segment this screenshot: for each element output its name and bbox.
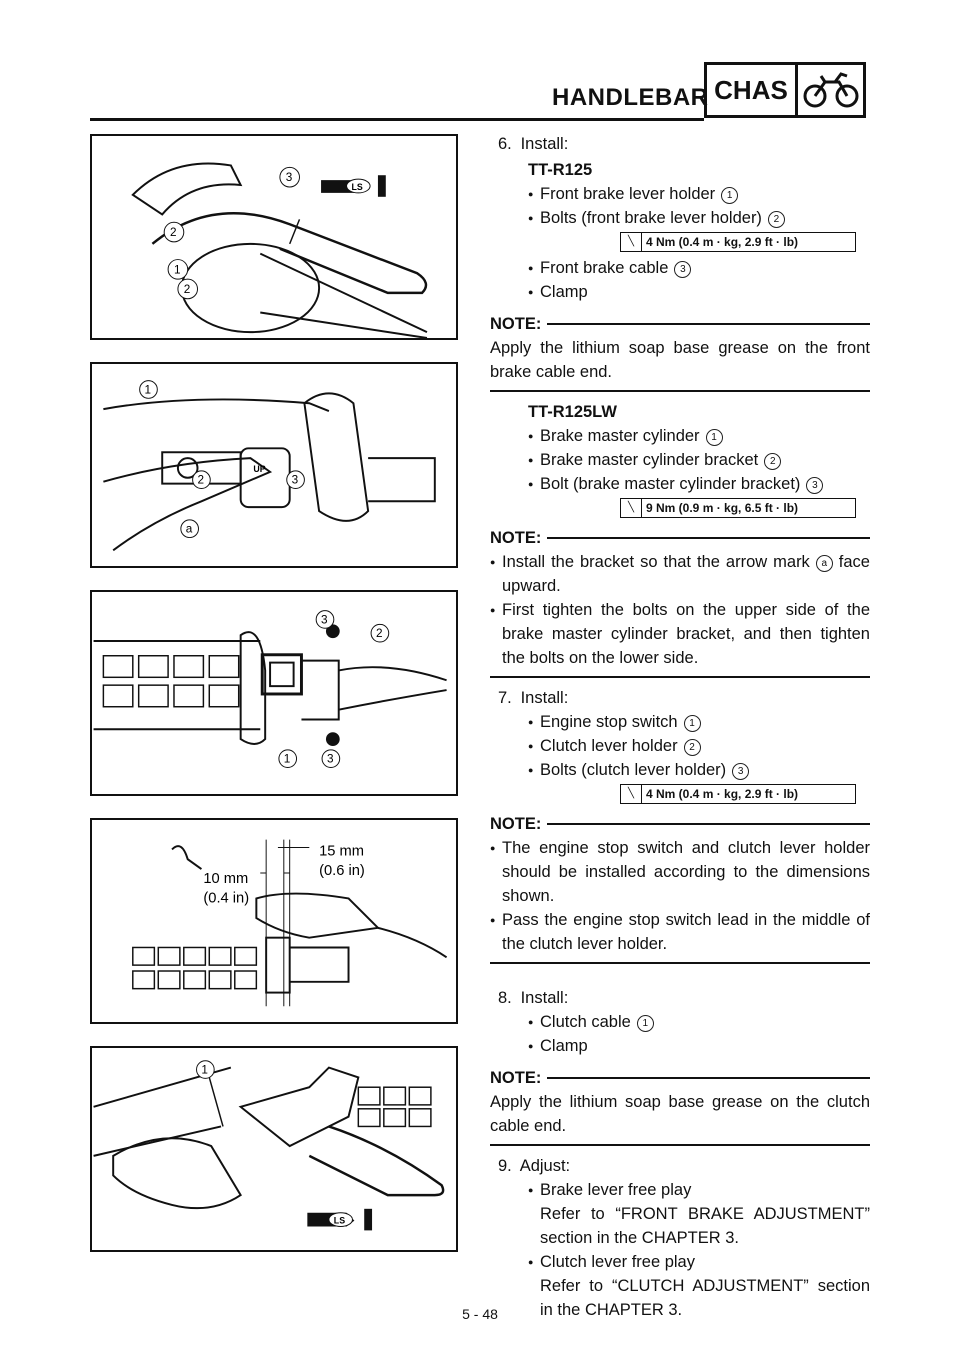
item-text: Brake lever free play xyxy=(540,1181,692,1199)
torque-spec xyxy=(620,498,856,518)
callout-number: 3 xyxy=(674,261,691,278)
torque-spec xyxy=(620,784,856,804)
callout-number: 1 xyxy=(637,1015,654,1032)
up-mark: UP xyxy=(253,463,266,474)
callout-number: 1 xyxy=(706,429,723,446)
item-text: Bolts (clutch lever holder) xyxy=(540,761,727,779)
dimension-10mm: 10 mm xyxy=(203,870,249,887)
dimension-10mm-in: (0.4 in) xyxy=(203,890,250,907)
note-text: ● Pass the engine stop switch lead in the middle of the clutch lever holder. xyxy=(490,908,870,956)
wrench-icon: ╲ xyxy=(621,785,642,803)
torque-value: 4 Nm (0.4 m · kg, 2.9 ft · lb) xyxy=(646,235,799,249)
callout-a: a xyxy=(185,522,193,536)
figure-clutch-cable xyxy=(90,1046,458,1252)
header-rule xyxy=(90,118,704,121)
step-title: Install: xyxy=(520,135,569,153)
callout-number: 2 xyxy=(764,453,781,470)
callout-1: 1 xyxy=(144,383,152,397)
callout-1: 1 xyxy=(201,1063,208,1077)
callout-2b: 2 xyxy=(183,282,191,296)
step-number: 9. xyxy=(498,1157,512,1175)
figure-front-brake-lever xyxy=(90,134,458,340)
callout-3b: 3 xyxy=(326,752,334,766)
page-title: HANDLEBAR xyxy=(552,84,709,111)
step-title: Install: xyxy=(520,689,569,707)
callout-2: 2 xyxy=(197,473,205,487)
item-text: Front brake lever holder xyxy=(540,185,716,203)
content-column xyxy=(490,128,870,1322)
callout-number: 3 xyxy=(806,477,823,494)
section-badge xyxy=(704,62,866,118)
callout-number: 1 xyxy=(684,715,701,732)
item-text: Engine stop switch xyxy=(540,713,678,731)
ls-badge: LS xyxy=(333,1215,346,1226)
item-text: Bolt (brake master cylinder bracket) xyxy=(540,475,801,493)
note-text: Apply the lithium soap base grease on the front brake cable end. xyxy=(490,339,870,381)
callout-2: 2 xyxy=(375,627,383,641)
model-label: TT-R125 xyxy=(528,161,593,179)
dimension-15mm-in: (0.6 in) xyxy=(319,862,365,879)
callout-2: 2 xyxy=(170,226,177,240)
item-text: Clutch lever holder xyxy=(540,737,678,755)
page-number: 5 - 48 xyxy=(462,1306,498,1322)
callout-1: 1 xyxy=(283,752,291,766)
callout-number: 1 xyxy=(721,187,738,204)
figure-dimensions xyxy=(90,818,458,1024)
item-text: Brake master cylinder xyxy=(540,427,700,445)
torque-spec xyxy=(620,232,856,252)
callout-number: 2 xyxy=(684,739,701,756)
note-text: Apply the lithium soap base grease on the clutch cable end. xyxy=(490,1093,870,1135)
item-text: Clutch cable xyxy=(540,1013,631,1031)
section-label: CHAS xyxy=(707,65,798,115)
step-number: 8. xyxy=(498,989,512,1007)
reference-text: Refer to “CLUTCH ADJUSTMENT” section in the CHAPTER 3. xyxy=(540,1277,870,1319)
item-text: Clutch lever free play xyxy=(540,1253,695,1271)
note-text: ● First tighten the bolts on the upper side of the brake master cylinder bracket, and then tighten the bolts on the lower side. xyxy=(490,598,870,670)
reference-text: Refer to “FRONT BRAKE ADJUSTMENT” section in the CHAPTER 3. xyxy=(540,1205,870,1247)
wrench-icon: ╲ xyxy=(621,233,642,251)
callout-number: 3 xyxy=(732,763,749,780)
note-text: ● Install the bracket so that the arrow mark a face upward. xyxy=(490,550,870,598)
item-text: Bolts (front brake lever holder) xyxy=(540,209,762,227)
item-text: Front brake cable xyxy=(540,259,669,277)
wrench-icon: ╲ xyxy=(621,499,642,517)
note-heading: NOTE: xyxy=(490,1066,870,1090)
step-number: 7. xyxy=(498,689,512,707)
callout-3: 3 xyxy=(285,171,293,185)
callout-1: 1 xyxy=(173,263,181,277)
callout-3: 3 xyxy=(291,473,299,487)
motorcycle-icon xyxy=(798,65,863,115)
callout-3: 3 xyxy=(321,613,328,627)
item-text: Clamp xyxy=(540,1037,588,1055)
note-heading: NOTE: xyxy=(490,312,870,336)
dimension-15mm: 15 mm xyxy=(319,843,364,860)
callout-number: 2 xyxy=(768,211,785,228)
figure-engine-stop-switch xyxy=(90,590,458,796)
note-heading: NOTE: xyxy=(490,526,870,550)
torque-value: 4 Nm (0.4 m · kg, 2.9 ft · lb) xyxy=(646,787,799,801)
item-text: Clamp xyxy=(540,283,588,301)
model-label: TT-R125LW xyxy=(528,403,617,421)
figure-master-cylinder xyxy=(90,362,458,568)
item-text: Brake master cylinder bracket xyxy=(540,451,759,469)
note-text: ● The engine stop switch and clutch lever holder should be installed according to the dimensions shown. xyxy=(490,836,870,908)
step-title: Adjust: xyxy=(519,1157,571,1175)
step-number: 6. xyxy=(498,135,512,153)
note-heading: NOTE: xyxy=(490,812,870,836)
torque-value: 9 Nm (0.9 m · kg, 6.5 ft · lb) xyxy=(646,501,799,515)
step-title: Install: xyxy=(520,989,569,1007)
ls-badge: LS xyxy=(351,181,363,192)
